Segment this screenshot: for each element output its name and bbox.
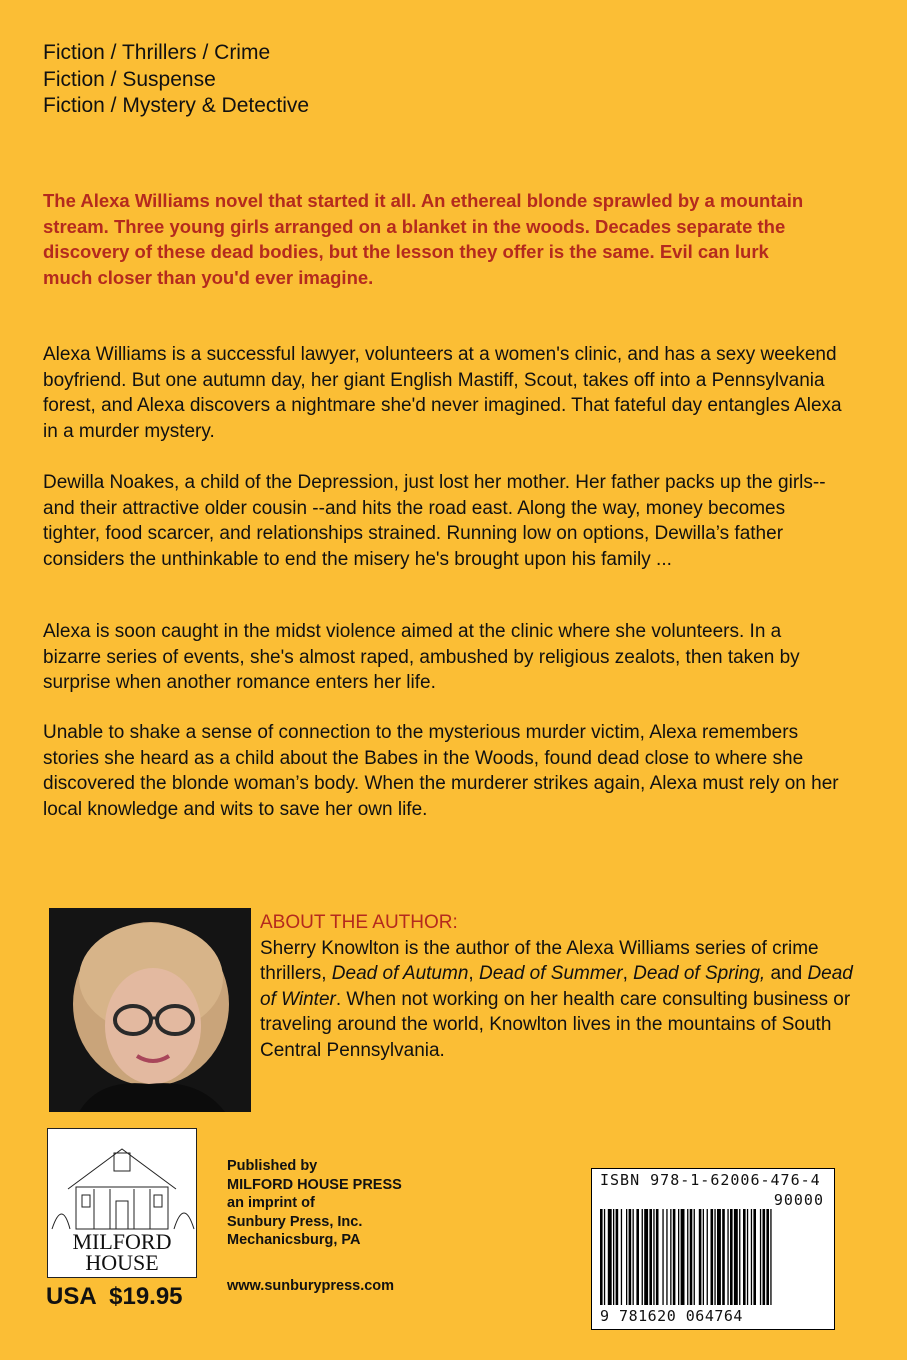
barcode-bar bbox=[626, 1209, 627, 1305]
barcode-bar bbox=[763, 1209, 766, 1305]
barcode-bar bbox=[747, 1209, 748, 1305]
about-title: ABOUT THE AUTHOR: bbox=[260, 912, 458, 933]
barcode-bar bbox=[666, 1209, 667, 1305]
publisher-line: Sunbury Press, Inc. bbox=[227, 1213, 363, 1230]
barcode-bar bbox=[753, 1209, 756, 1305]
barcode-bar bbox=[743, 1209, 746, 1305]
isbn-barcode bbox=[591, 1168, 835, 1330]
milford-house-logo bbox=[47, 1128, 197, 1278]
barcode-bar bbox=[739, 1209, 740, 1305]
barcode-bar bbox=[662, 1209, 663, 1305]
barcode-bar bbox=[703, 1209, 704, 1305]
publisher-info bbox=[227, 1157, 402, 1250]
barcode-bar bbox=[621, 1209, 622, 1305]
barcode-bar bbox=[629, 1209, 632, 1305]
publisher-line: Published by bbox=[227, 1158, 318, 1174]
logo-line-1: MILFORD bbox=[72, 1229, 172, 1254]
synopsis-paragraph: Alexa Williams is a successful lawyer, volunteers at a women's clinic, and has a sexy weekend boyfriend. But one autumn day, her giant English Mastiff, Scout, takes off into a Pennsylvania forest, and Alexa discovers a nightmare she'd never imagined. That fateful day entangles Alexa in a murder mystery. bbox=[43, 344, 842, 442]
author-photo bbox=[49, 908, 251, 1112]
logo-line-2: HOUSE bbox=[85, 1250, 159, 1275]
blurb: The Alexa Williams novel that started it all. An ethereal blonde sprawled by a mountain stream. Three young girls arranged on a blanket in the woods. Decades separate the discovery of these dead bodies, but the lesson they offer is the same. Evil can lurk much closer than you'd ever imagine. bbox=[43, 190, 804, 289]
book-title: Dead of Autumn bbox=[331, 963, 469, 984]
barcode-bar bbox=[608, 1209, 612, 1305]
category-item: Fiction / Mystery & Detective bbox=[43, 94, 310, 117]
synopsis-paragraph: Dewilla Noakes, a child of the Depression, just lost her mother. Her father packs up the girls--and their attractive older cousin --and hits the road east. Along the way, money becomes tighter, food scarcer, and relationships strained. Running low on options, Dewilla’s father considers the unthinkable to end the misery he's brought upon his family ... bbox=[43, 472, 826, 570]
barcode-bar bbox=[699, 1209, 702, 1305]
category-list bbox=[43, 40, 309, 120]
barcode-bar bbox=[600, 1209, 603, 1305]
barcode-bar bbox=[770, 1209, 771, 1305]
bio-text: Sherry Knowlton is the author of the Alexa Williams series of crime thrillers, bbox=[260, 937, 819, 984]
book-title: Dead of Spring, bbox=[633, 963, 766, 984]
barcode-bar bbox=[642, 1209, 643, 1305]
category-item: Fiction / Thrillers / Crime bbox=[43, 41, 271, 64]
barcode-bar bbox=[730, 1209, 733, 1305]
synopsis-paragraph: Unable to shake a sense of connection to the mysterious murder victim, Alexa remembers stories she heard as a child about the Babes in the Woods, found dead close to where she discovered the blonde woman’s body. When the murderer strikes again, Alexa must rely on her local knowledge and wits to save her own life. bbox=[43, 722, 839, 820]
price-code: 90000 bbox=[773, 1191, 824, 1209]
website-link[interactable]: www.sunburypress.com bbox=[227, 1278, 395, 1294]
barcode-bar bbox=[751, 1209, 752, 1305]
bio-text: , bbox=[622, 963, 634, 984]
barcode-bar bbox=[727, 1209, 728, 1305]
publisher-line: an imprint of bbox=[227, 1195, 315, 1211]
isbn-label: ISBN 978-1-62006-476-4 bbox=[600, 1171, 821, 1189]
bio-text: and bbox=[765, 963, 808, 984]
synopsis-paragraph: Alexa is soon caught in the midst violence aimed at the clinic where she volunteers. In a bizarre series of events, she's almost raped, ambushed by religious zealots, then taken by surprise when another romance enters her life. bbox=[43, 621, 800, 693]
author-bio bbox=[260, 936, 860, 1064]
barcode-bar bbox=[678, 1209, 679, 1305]
barcode-bar bbox=[711, 1209, 714, 1305]
barcode-bar bbox=[604, 1209, 605, 1305]
barcode-bar bbox=[613, 1209, 614, 1305]
barcode-bar bbox=[636, 1209, 639, 1305]
book-title: Dead of Summer bbox=[478, 963, 623, 984]
barcode-bars bbox=[600, 1209, 826, 1305]
barcode-bar bbox=[616, 1209, 619, 1305]
barcode-bar bbox=[687, 1209, 688, 1305]
publisher-line: Mechanicsburg, PA bbox=[227, 1232, 361, 1248]
barcode-bar bbox=[734, 1209, 738, 1305]
price: USA $19.95 bbox=[46, 1283, 183, 1310]
barcode-bar bbox=[644, 1209, 648, 1305]
barcode-bar bbox=[649, 1209, 652, 1305]
barcode-bar bbox=[690, 1209, 693, 1305]
barcode-bar bbox=[694, 1209, 695, 1305]
barcode-bar bbox=[707, 1209, 708, 1305]
category-item: Fiction / Suspense bbox=[43, 67, 216, 91]
barcode-bar bbox=[766, 1209, 769, 1305]
barcode-bar bbox=[760, 1209, 761, 1305]
barcode-bar bbox=[670, 1209, 671, 1305]
barcode-bar bbox=[653, 1209, 654, 1305]
barcode-digits: 9 781620 064764 bbox=[600, 1307, 743, 1325]
bio-text: , bbox=[468, 963, 479, 984]
barcode-bar bbox=[722, 1209, 725, 1305]
barcode-bar bbox=[656, 1209, 659, 1305]
barcode-bar bbox=[714, 1209, 715, 1305]
publisher-line: MILFORD HOUSE PRESS bbox=[227, 1176, 402, 1193]
barcode-bar bbox=[717, 1209, 721, 1305]
bio-text: . When not working on her health care consulting business or traveling around the world, Knowlton lives in the mountains of South Central Pennsylvania. bbox=[260, 988, 851, 1061]
about-the-author bbox=[260, 910, 860, 1063]
book-title: Dead of Winter bbox=[260, 963, 853, 1010]
barcode-bar bbox=[681, 1209, 685, 1305]
barcode-bar bbox=[673, 1209, 676, 1305]
barcode-bar bbox=[633, 1209, 634, 1305]
